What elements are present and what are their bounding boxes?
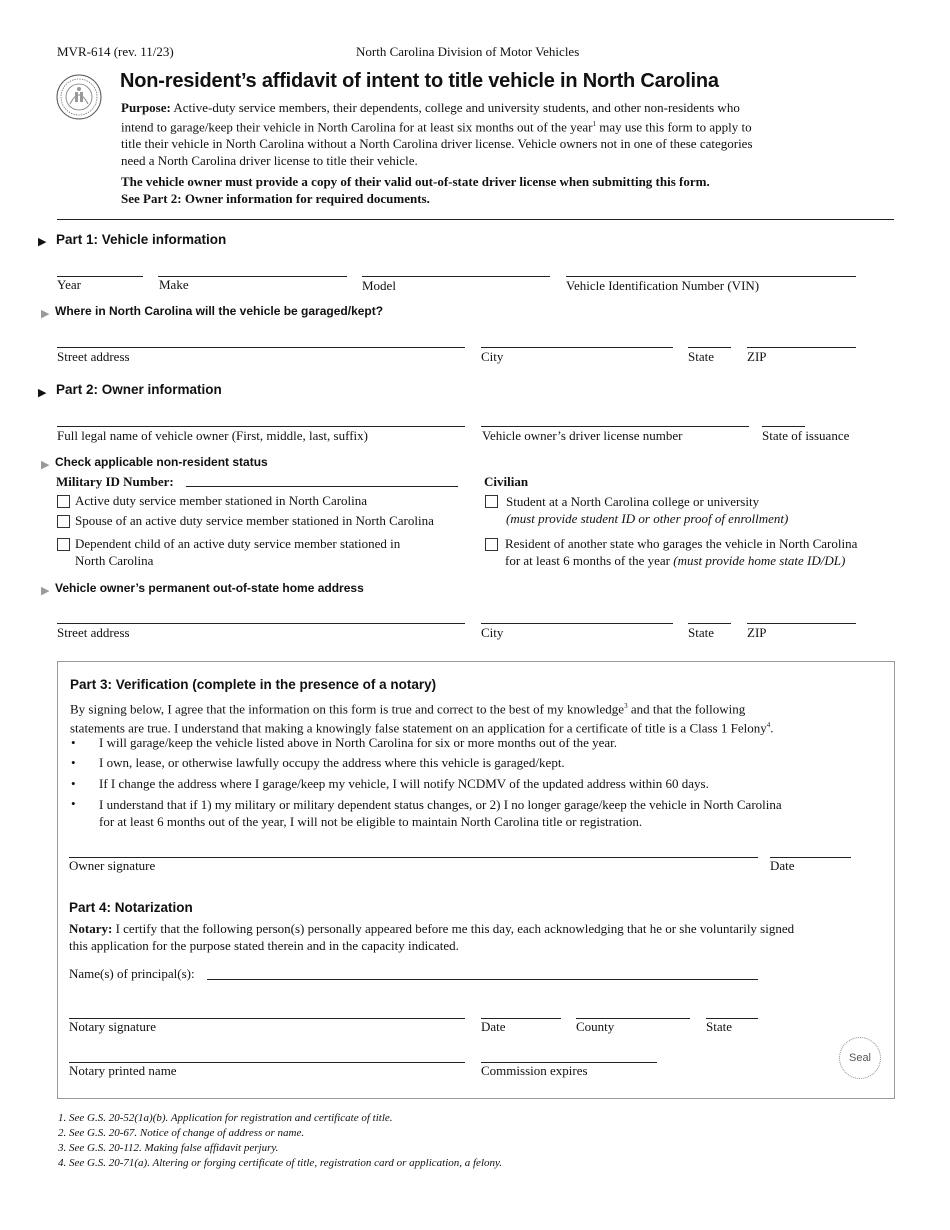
civilian-heading: Civilian — [484, 474, 529, 489]
arrow-right-icon: ▶ — [41, 459, 50, 471]
statement-4 — [99, 796, 782, 830]
owner-name-field[interactable] — [57, 426, 465, 427]
bullet-icon: • — [71, 796, 76, 811]
part3-intro-2b: . — [770, 720, 774, 736]
dl-number-field[interactable] — [481, 426, 749, 427]
footnote-ref-1: 1 — [592, 120, 596, 128]
part3-intro — [70, 698, 880, 737]
part3-title: Part 3: Verification (complete in the presence of a notary) — [70, 677, 437, 692]
bullet-icon: • — [71, 776, 76, 791]
home-city-field[interactable] — [481, 623, 673, 624]
footnote-1: 1. See G.S. 20-52(1a)(b). Application for registration and certificate of title. — [58, 1112, 393, 1124]
garage-street-field[interactable] — [57, 347, 465, 348]
garage-zip-label: ZIP — [747, 349, 767, 364]
owner-name-label: Full legal name of vehicle owner (First, middle, last, suffix) — [57, 428, 368, 443]
resident-other-state-checkbox[interactable] — [485, 538, 498, 551]
garage-city-field[interactable] — [481, 347, 673, 348]
purpose-line-2a: intend to garage/keep their vehicle in North Carolina for at least six months out of the year — [121, 119, 593, 135]
year-label: Year — [57, 277, 81, 292]
statement-4-line-1: I understand that if 1) my military or military dependent status changes, or 2) I no longer garage/keep the vehicle in North Carolina — [99, 797, 782, 812]
notary-statement — [69, 920, 879, 954]
purpose-bold-2: See Part 2: Owner information for required documents. — [121, 191, 430, 206]
model-label: Model — [362, 278, 396, 293]
footnote-ref-3: 3 — [624, 702, 628, 710]
principals-label: Name(s) of principal(s): — [69, 966, 195, 981]
notary-text-2: this application for the purpose stated therein and in the capacity indicated. — [69, 938, 459, 953]
purpose-line-4: need a North Carolina driver license to title their vehicle. — [121, 153, 418, 169]
resident-label-line-2: for at least 6 months of the year — [505, 553, 674, 568]
nc-state-seal-icon — [56, 74, 102, 120]
garage-street-label: Street address — [57, 349, 130, 364]
dl-number-label: Vehicle owner’s driver license number — [482, 428, 683, 443]
active-duty-checkbox[interactable] — [57, 495, 70, 508]
resident-note: (must provide home state ID/DL) — [673, 553, 846, 568]
home-address-question: Vehicle owner’s permanent out-of-state home address — [55, 581, 364, 595]
owner-signature-label: Owner signature — [69, 858, 156, 873]
spouse-label: Spouse of an active duty service member stationed in North Carolina — [75, 513, 434, 528]
vin-label: Vehicle Identification Number (VIN) — [566, 278, 760, 293]
footnotes — [58, 1111, 502, 1171]
footnote-ref-4: 4 — [766, 721, 771, 730]
page-title: Non-resident’s affidavit of intent to title vehicle in North Carolina — [120, 70, 719, 92]
home-city-label: City — [481, 625, 504, 640]
garage-city-label: City — [481, 349, 504, 364]
notary-seal-area — [839, 1037, 881, 1079]
resident-other-state-label — [505, 535, 857, 569]
statement-3: If I change the address where I garage/keep my vehicle, I will notify NCDMV of the updated address within 60 days. — [99, 776, 709, 791]
dependent-label-line-1: Dependent child of an active duty service member stationed in — [75, 536, 401, 551]
notary-county-label: County — [576, 1019, 615, 1034]
student-checkbox[interactable] — [485, 495, 498, 508]
purpose-bold-1: The vehicle owner must provide a copy of their valid out-of-state driver license when submitting this form. — [121, 174, 710, 189]
notary-printed-name-label: Notary printed name — [69, 1063, 177, 1078]
notary-state-label: State — [706, 1019, 732, 1034]
part2-title: Part 2: Owner information — [56, 382, 222, 397]
spouse-checkbox[interactable] — [57, 515, 70, 528]
student-label-line-1: Student at a North Carolina college or university — [506, 494, 760, 509]
bullet-icon: • — [71, 755, 76, 770]
garage-state-label: State — [688, 349, 714, 364]
dependent-checkbox[interactable] — [57, 538, 70, 551]
seal-label: Seal — [848, 1052, 872, 1064]
garage-state-field[interactable] — [688, 347, 731, 348]
home-state-field[interactable] — [688, 623, 731, 624]
purpose-paragraph — [121, 99, 821, 169]
bullet-icon: • — [71, 735, 76, 750]
statement-2: I own, lease, or otherwise lawfully occupy the address where this vehicle is garaged/kept. — [99, 755, 565, 770]
header-divider — [57, 219, 894, 220]
status-question: Check applicable non-resident status — [55, 455, 268, 469]
statement-1: I will garage/keep the vehicle listed above in North Carolina for six or more months out of the year. — [99, 735, 618, 750]
purpose-label: Purpose: — [121, 100, 171, 115]
home-zip-field[interactable] — [747, 623, 856, 624]
home-street-field[interactable] — [57, 623, 465, 624]
home-zip-label: ZIP — [747, 625, 767, 640]
model-field[interactable] — [362, 276, 550, 277]
arrow-right-icon: ▶ — [38, 236, 47, 248]
student-label — [506, 493, 788, 527]
form-id: MVR-614 (rev. 11/23) — [57, 44, 174, 59]
make-label: Make — [159, 277, 189, 292]
state-issuance-field[interactable] — [762, 426, 805, 427]
arrow-right-icon: ▶ — [41, 585, 50, 597]
part3-intro-1b: and that the following — [627, 701, 746, 717]
notary-text-1: I certify that the following person(s) personally appeared before me this day, each acknowledging that he or she voluntarily signed — [112, 921, 795, 936]
garage-question: Where in North Carolina will the vehicle be garaged/kept? — [55, 304, 384, 318]
footnote-3: 3. See G.S. 20-112. Making false affidavit perjury. — [58, 1142, 279, 1154]
part4-title: Part 4: Notarization — [69, 900, 193, 915]
principals-field[interactable] — [207, 979, 758, 980]
student-note: (must provide student ID or other proof of enrollment) — [506, 511, 789, 526]
garage-zip-field[interactable] — [747, 347, 856, 348]
dependent-label — [75, 535, 400, 569]
owner-signature-field[interactable] — [69, 857, 758, 858]
purpose-line-2b: may use this form to apply to — [595, 119, 752, 135]
footnote-2: 2. See G.S. 20-67. Notice of change of address or name. — [58, 1127, 305, 1139]
part3-intro-1a: By signing below, I agree that the information on this form is true and correct to the best of my knowledge — [70, 701, 625, 717]
notary-signature-label: Notary signature — [69, 1019, 157, 1034]
purpose-line-1: Active-duty service members, their dependents, college and university students, and other non-residents who — [173, 100, 740, 115]
arrow-right-icon: ▶ — [41, 308, 50, 320]
commission-expires-label: Commission expires — [481, 1063, 588, 1078]
statement-4-line-2: for at least 6 months out of the year, I will not be eligible to maintain North Carolina title or registration. — [99, 814, 643, 829]
notary-date-label: Date — [481, 1019, 506, 1034]
home-street-label: Street address — [57, 625, 130, 640]
resident-label-line-1: Resident of another state who garages the vehicle in North Carolina — [505, 536, 858, 551]
active-duty-label: Active duty service member stationed in North Carolina — [75, 493, 368, 508]
military-id-field[interactable] — [186, 486, 458, 487]
dependent-label-line-2: North Carolina — [75, 553, 154, 568]
agency-name: North Carolina Division of Motor Vehicles — [356, 44, 580, 59]
vin-field[interactable] — [566, 276, 856, 277]
part1-title: Part 1: Vehicle information — [56, 232, 227, 247]
state-issuance-label: State of issuance — [762, 428, 850, 443]
owner-date-label: Date — [770, 858, 795, 873]
purpose-line-3: title their vehicle in North Carolina without a North Carolina driver license. Vehicle owners not in one of these categories — [121, 136, 753, 152]
home-state-label: State — [688, 625, 714, 640]
footnote-4: 4. See G.S. 20-71(a). Altering or forging certificate of title, registration card or application, a felony. — [58, 1157, 503, 1169]
purpose-requirements — [121, 173, 710, 207]
part3-intro-2a: statements are true. I understand that making a knowingly false statement on an application for a certificate of title is a Class 1 Felony — [70, 720, 767, 736]
notary-label: Notary: — [69, 921, 113, 936]
military-id-label: Military ID Number: — [56, 474, 174, 489]
arrow-right-icon: ▶ — [38, 387, 47, 399]
